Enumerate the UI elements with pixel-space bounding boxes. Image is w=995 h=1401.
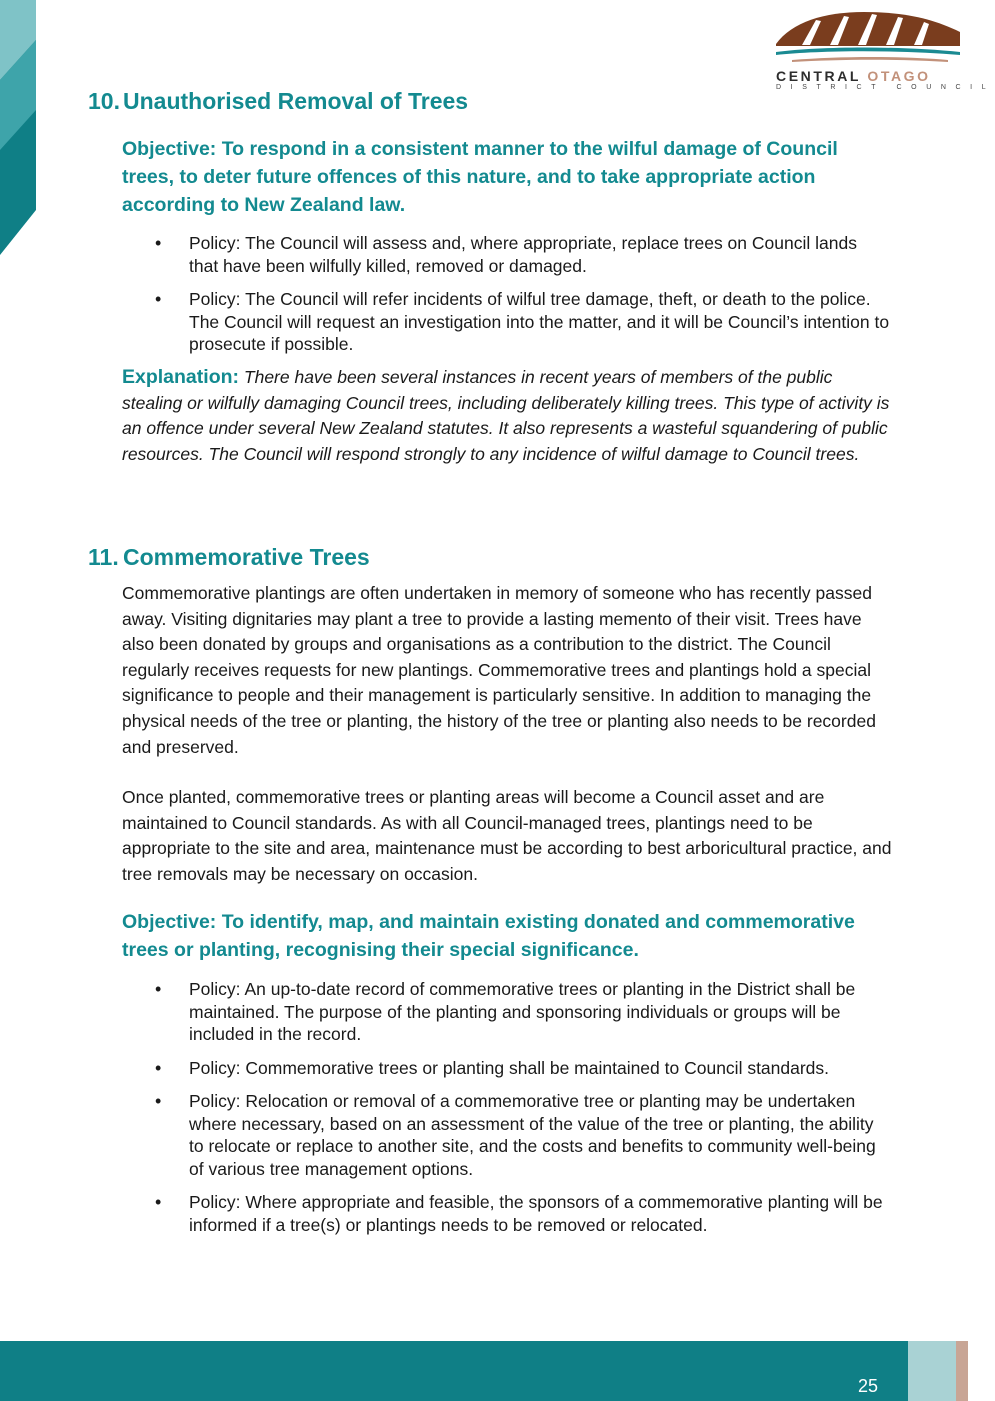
policy-item: • Policy: Relocation or removal of a commemorative tree or planting may be undertaken where necessary, based on an assessment of the value of the tree or planting, the ability to relocate or replace to another site, and the costs and benefits to community well-being of various tree management options. (150, 1090, 890, 1180)
mountain-logo-icon (772, 8, 964, 66)
section-11-paragraph-2: Once planted, commemorative trees or planting areas will become a Council asset and are maintained to Council standards. As with all Council-managed trees, plantings need to be appropriate to the site and area, maintenance must be according to best arboricultural practice, and tree removals may be necessary on occasion. (122, 787, 892, 884)
page-footer (0, 1341, 968, 1401)
section-11-policy-list (150, 978, 890, 1247)
explanation-label: Explanation: (122, 366, 240, 388)
section-number: 11. (88, 544, 119, 570)
section-10-objective: Objective: To respond in a consistent manner to the wilful damage of Council trees, to deter future offences of this nature, and to take appropriate action according to New Zealand law. (122, 138, 838, 216)
section-11-objective: Objective: To identify, map, and maintain existing donated and commemorative trees or planting, recognising their special significance. (122, 911, 855, 961)
policy-item: • Policy: Where appropriate and feasible, the sponsors of a commemorative planting will be informed if a tree(s) or plantings needs to be removed or relocated. (150, 1191, 890, 1236)
section-11-heading (88, 544, 370, 571)
policy-item: • Policy: The Council will refer incidents of wilful tree damage, theft, or death to the police. The Council will request an investigation into the matter, and it will be Council’s intention to prosecute if possible. (150, 288, 890, 356)
policy-item: • Policy: The Council will assess and, where appropriate, replace trees on Council lands that have been wilfully killed, removed or damaged. (150, 232, 890, 277)
page-number: 25 (858, 1376, 879, 1396)
section-title: Commemorative Trees (123, 544, 370, 570)
footer-accent-pale (908, 1341, 956, 1401)
logo-brand-text: CENTRAL OTAGO (776, 68, 931, 84)
section-title: Unauthorised Removal of Trees (123, 88, 469, 114)
section-10-explanation (122, 365, 892, 468)
section-10-policy-list (150, 232, 890, 367)
section-10-heading (88, 88, 468, 115)
footer-accent-tan (956, 1341, 968, 1401)
side-decoration (0, 0, 40, 260)
policy-item: • Policy: An up-to-date record of commemorative trees or planting in the District shall be maintained. The purpose of the planting and sponsoring individuals or groups will be included in the record. (150, 978, 890, 1046)
section-number: 10. (88, 88, 120, 114)
policy-item: • Policy: Commemorative trees or planting shall be maintained to Council standards. (150, 1057, 890, 1080)
explanation-text: There have been several instances in recent years of members of the public stealing or wilfully damaging Council trees, including deliberately killing trees. This type of activity is an offence under several New Zealand statutes. It also represents a wasteful squandering of public resources. The Council will respond strongly to any incidence of wilful damage to Council trees. (122, 367, 890, 465)
section-11-paragraph-1: Commemorative plantings are often undertaken in memory of someone who has recently passed away. Visiting dignitaries may plant a tree to provide a lasting memento of their visit. Trees have also been donated by groups and organisations as a contribution to the district. The Council regularly receives requests for new plantings. Commemorative trees and plantings hold a special significance to people and their management is particularly sensitive. In addition to managing the physical needs of the tree or planting, the history of the tree or planting also needs to be recorded and preserved. (122, 583, 876, 757)
logo-subtitle: DISTRICT COUNCIL (776, 84, 995, 91)
council-logo (772, 8, 995, 91)
